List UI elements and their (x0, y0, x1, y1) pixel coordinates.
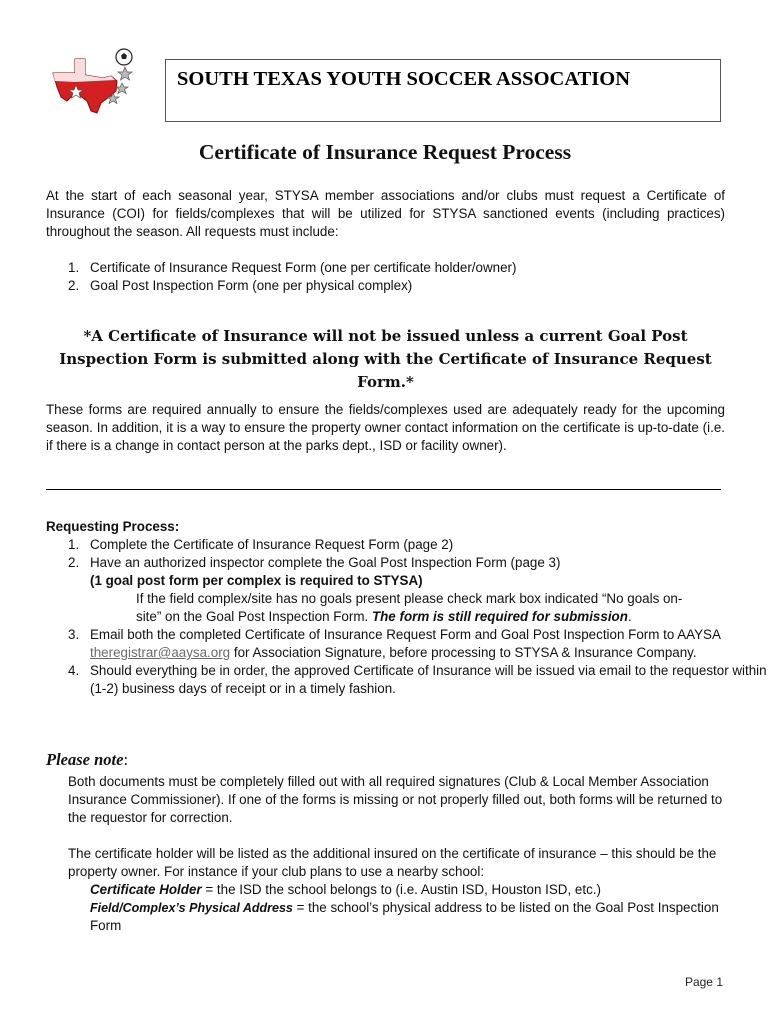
goal-post-notice: *A Certificate of Insurance will not be issued unless a current Goal Post Inspection Form is submitted along with the Certificate of Insurance Request Form.* (59, 327, 712, 391)
definition-text: = the ISD the school belongs to (i.e. Austin ISD, Houston ISD, etc.) (205, 882, 601, 897)
step-3 (46, 626, 725, 662)
step-2 (46, 554, 736, 572)
definition-term: Field/Complex’s Physical Address (90, 901, 293, 915)
step-4 (46, 662, 770, 698)
no-goals-instruction (46, 590, 696, 626)
association-title: SOUTH TEXAS YOUTH SOCCER ASSOCATION (177, 68, 631, 90)
registrar-email-link[interactable]: theregistrar@aaysa.org (90, 645, 231, 660)
step-1 (46, 536, 736, 554)
note-paragraph-2: The certificate holder will be listed as the additional insured on the certificate of insurance – this should be the property owner. For instance if your club plans to use a nearby school: (68, 846, 717, 879)
requesting-process-heading: Requesting Process: (46, 519, 180, 534)
document-title: Certificate of Insurance Request Process (198, 140, 572, 164)
step-text-continued: for Association Signature, before processing to STYSA & Insurance Company. (233, 645, 697, 660)
list-number: 2. (68, 278, 80, 293)
step-text: Have an authorized inspector complete the Goal Post Inspection Form (page 3) (90, 555, 561, 570)
list-item (46, 277, 736, 295)
physical-address-definition (90, 899, 725, 935)
step-text: Should everything be in order, the approved Certificate of Insurance will be issued via email to the requestor within (1-2) business days of receipt or in a timely fashion. (90, 663, 767, 696)
stysa-logo (45, 45, 137, 121)
note-paragraph-1: Both documents must be completely filled out with all required signatures (Club & Local Member Association Insurance Commissioner). If one of the forms is missing or not properly filled out, both forms will be returned to the requestor for correction. (68, 774, 723, 825)
please-note-colon: : (123, 750, 129, 769)
please-note-label: Please note (46, 750, 124, 769)
definition-text: = the school’s physical address to be listed on the Goal Post Inspection Form (90, 900, 719, 933)
still-required-emphasis: The form is still required for submission (371, 609, 628, 624)
header-box (165, 59, 721, 122)
requirements-list (46, 259, 736, 295)
requirement-text: Goal Post Inspection Form (one per physical complex) (90, 278, 413, 293)
definition-term: Certificate Holder (90, 882, 202, 897)
step-text: Complete the Certificate of Insurance Request Form (page 2) (90, 537, 454, 552)
list-number: 1. (68, 537, 80, 552)
list-number: 3. (68, 627, 80, 642)
list-item (46, 259, 736, 277)
goal-post-requirement: (1 goal post form per complex is required to STYSA) (90, 573, 423, 588)
page-number: Page 1 (684, 975, 723, 989)
step-text: Email both the completed Certificate of Insurance Request Form and Goal Post Inspection Form to AAYSA (90, 627, 721, 642)
intro-paragraph: At the start of each seasonal year, STYSA member associations and/or clubs must request a Certificate of Insurance (COI) for fields/complexes that will be utilized for STYSA sanctioned events (including practices) throughout the season. All requests must include: (46, 188, 725, 239)
section-divider (46, 489, 721, 490)
please-note-heading (46, 750, 128, 770)
annual-requirement-paragraph: These forms are required annually to ensure the fields/complexes used are adequately ready for the upcoming season. In addition, it is a way to ensure the property owner contact information on the certificate is up-to-date (i.e. if there is a change in contact person at the parks dept., ISD or facility owner). (46, 402, 725, 453)
list-number: 2. (68, 555, 80, 570)
requesting-steps (46, 536, 767, 698)
no-goals-text: If the field complex/site has no goals present please check mark box indicated “No goals on-site” on the Goal Post Inspection Form. (136, 591, 683, 624)
requirement-text: Certificate of Insurance Request Form (one per certificate holder/owner) (90, 260, 517, 275)
certificate-holder-definition (90, 881, 725, 899)
list-number: 1. (68, 260, 80, 275)
list-number: 4. (68, 663, 80, 678)
sentence-end: . (627, 609, 632, 624)
